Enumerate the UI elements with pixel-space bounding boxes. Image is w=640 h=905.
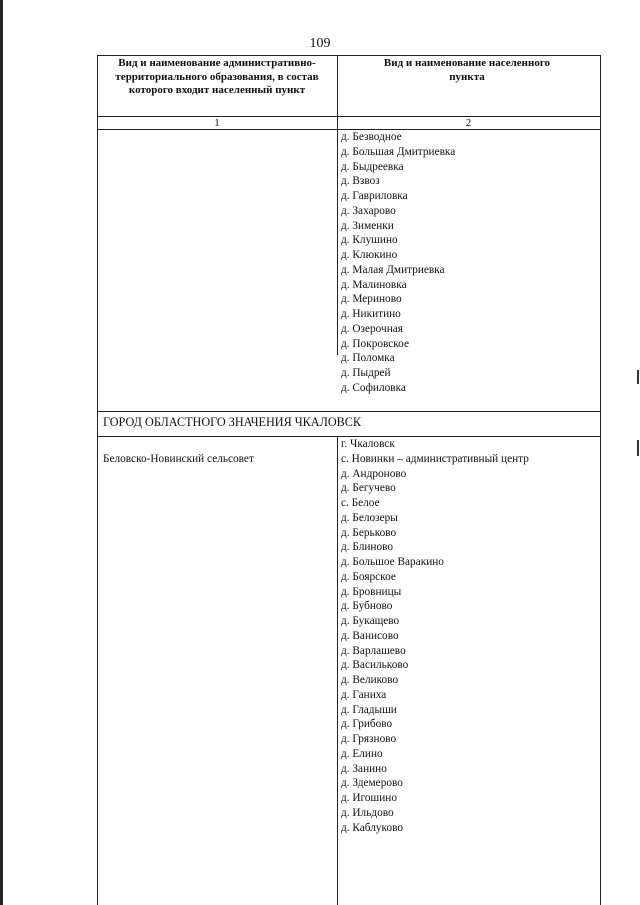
page-number: 109 — [309, 36, 331, 51]
table-border-left — [97, 55, 98, 905]
settlement-item: д. Никитино — [341, 308, 401, 320]
settlement-item: д. Озерочная — [341, 322, 403, 335]
settlement-item: д. Гладыши — [341, 703, 397, 716]
settlement-item: д. Варлашево — [341, 644, 406, 657]
settlement-item: д. Андроново — [341, 467, 407, 480]
settlement-item: с. Новинки – административный центр — [341, 452, 529, 465]
settlement-item: д. Букащево — [341, 615, 400, 627]
settlement-item: д. Белозеры — [341, 511, 398, 524]
settlement-item: д. Васильково — [341, 659, 409, 672]
settlement-item: д. Каблуково — [341, 821, 404, 834]
settlement-item: д. Бровницы — [341, 585, 402, 598]
settlement-item: д. Ильдово — [341, 806, 394, 819]
settlement-item: д. Грязново — [341, 733, 397, 745]
settlement-list — [341, 130, 455, 396]
settlement-item: д. Занино — [341, 762, 387, 775]
settlement-item: д. Мериново — [341, 293, 402, 306]
settlement-item: д. Взвоз — [341, 175, 380, 188]
column-divider — [337, 436, 338, 905]
settlement-item: д. Быдреевка — [341, 160, 404, 173]
settlement-item: д. Безводное — [341, 131, 402, 143]
column-divider — [337, 55, 338, 355]
settlement-item: д. Покровское — [341, 337, 409, 350]
header-col1: Вид и наименование административно-территориального образования, в состав которого входит населенный пункт — [115, 57, 319, 96]
settlement-item: д. Игошино — [341, 792, 397, 804]
page-left-edge — [0, 0, 3, 905]
settlement-item: д. Бубново — [341, 600, 393, 613]
settlement-item: д. Гавриловка — [341, 190, 408, 202]
header-col2: Вид и наименование населенного пункта — [383, 57, 551, 83]
settlement-item: д. Захарово — [341, 204, 396, 217]
settlement-item: с. Белое — [341, 497, 380, 509]
settlement-item: д. Малая Дмитриевка — [341, 263, 445, 276]
settlement-item: д. Малиновка — [341, 278, 407, 291]
settlement-item: д. Ванисово — [341, 629, 399, 642]
settlement-list — [341, 437, 529, 835]
settlement-item: д. Пыдрей — [341, 367, 391, 379]
settlement-item: д. Поломка — [341, 352, 395, 365]
settlement-item: д. Софиловка — [341, 381, 406, 394]
settlement-item: д. Большое Варакино — [341, 556, 444, 568]
column-number-2: 2 — [465, 117, 472, 129]
settlement-item: д. Елино — [341, 747, 383, 760]
settlement-item: д. Берьково — [341, 526, 397, 539]
section-title: ГОРОД ОБЛАСТНОГО ЗНАЧЕНИЯ ЧКАЛОВСК — [103, 415, 362, 429]
settlement-item: д. Клушино — [341, 234, 398, 247]
settlement-item: д. Зименки — [341, 219, 394, 232]
settlement-item: д. Великово — [341, 674, 399, 686]
table-border-right — [600, 55, 601, 905]
settlement-item: д. Клюкино — [341, 249, 398, 261]
district-name: Беловско-Новинский сельсовет — [103, 453, 254, 465]
settlements-table — [97, 55, 601, 905]
settlement-item: д. Бегучево — [341, 482, 396, 495]
settlement-item: д. Блиново — [341, 541, 394, 554]
settlement-item: г. Чкаловск — [341, 438, 395, 450]
section-divider-top — [97, 411, 601, 412]
settlement-item: д. Грибово — [341, 718, 393, 731]
settlement-item: д. Здемерово — [341, 777, 403, 790]
table-border-top — [97, 55, 601, 56]
settlement-item: д. Ганиха — [341, 688, 387, 701]
margin-mark — [637, 370, 639, 384]
margin-mark — [637, 440, 639, 456]
settlement-item: д. Большая Дмитриевка — [341, 145, 456, 158]
settlement-item: д. Боярское — [341, 570, 396, 583]
column-number-1: 1 — [214, 117, 220, 129]
